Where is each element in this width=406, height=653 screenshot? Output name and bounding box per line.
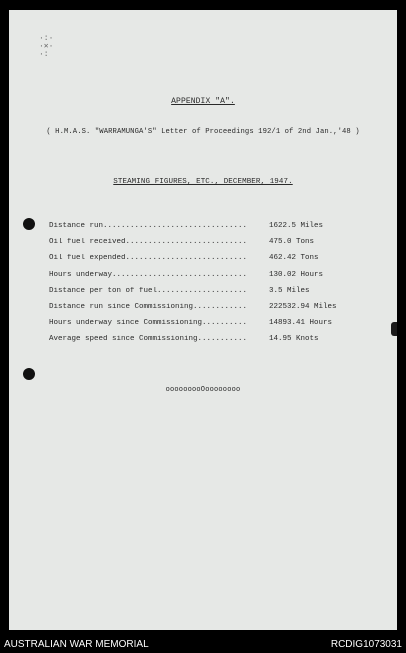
punch-hole-bottom (23, 368, 35, 380)
record-id: RCDIG1073031 (330, 639, 402, 650)
table-row (49, 234, 349, 250)
end-mark: ooooooooOoooooooo (165, 386, 241, 394)
row-value: 475.0 Tons (269, 238, 315, 247)
row-label: Hours underway.............................. (49, 270, 248, 279)
row-label: Oil fuel received........................... (49, 238, 248, 247)
row-value: 1622.5 Miles (269, 222, 324, 231)
table-row (49, 299, 349, 315)
archive-name: AUSTRALIAN WAR MEMORIAL (4, 639, 149, 650)
row-value: 222532.94 Miles (269, 303, 337, 312)
row-label: Distance per ton of fuel.................... (49, 286, 248, 295)
reference-line: ( H.M.A.S. "WARRAMUNGA'S" Letter of Proceedings 192/1 of 2nd Jan.,'48 ) (46, 128, 360, 136)
row-label: Average speed since Commissioning........... (49, 335, 248, 344)
row-value: 14893.41 Hours (269, 319, 333, 328)
row-value: 462.42 Tons (269, 254, 319, 263)
section-subheading: STEAMING FIGURES, ETC., DECEMBER, 1947. (113, 178, 293, 186)
ink-smudge: ·:· ·✕· ·: (39, 34, 54, 59)
row-label: Hours underway since Commissioning.......... (49, 319, 248, 328)
table-row (49, 218, 349, 234)
table-row (49, 315, 349, 331)
row-label: Oil fuel expended........................... (49, 254, 248, 263)
archive-footer (0, 636, 406, 653)
document-page (9, 10, 397, 630)
table-row (49, 250, 349, 266)
edge-mark (391, 322, 397, 336)
page-heading: APPENDIX "A". (171, 97, 235, 106)
table-row (49, 267, 349, 283)
table-row (49, 331, 349, 347)
steaming-figures-table (49, 218, 349, 348)
table-row (49, 283, 349, 299)
row-value: 3.5 Miles (269, 286, 310, 295)
row-label: Distance run since Commissioning............ (49, 303, 248, 312)
row-label: Distance run................................ (49, 222, 248, 231)
row-value: 130.02 Hours (269, 270, 324, 279)
row-value: 14.95 Knots (269, 335, 319, 344)
punch-hole-top (23, 218, 35, 230)
